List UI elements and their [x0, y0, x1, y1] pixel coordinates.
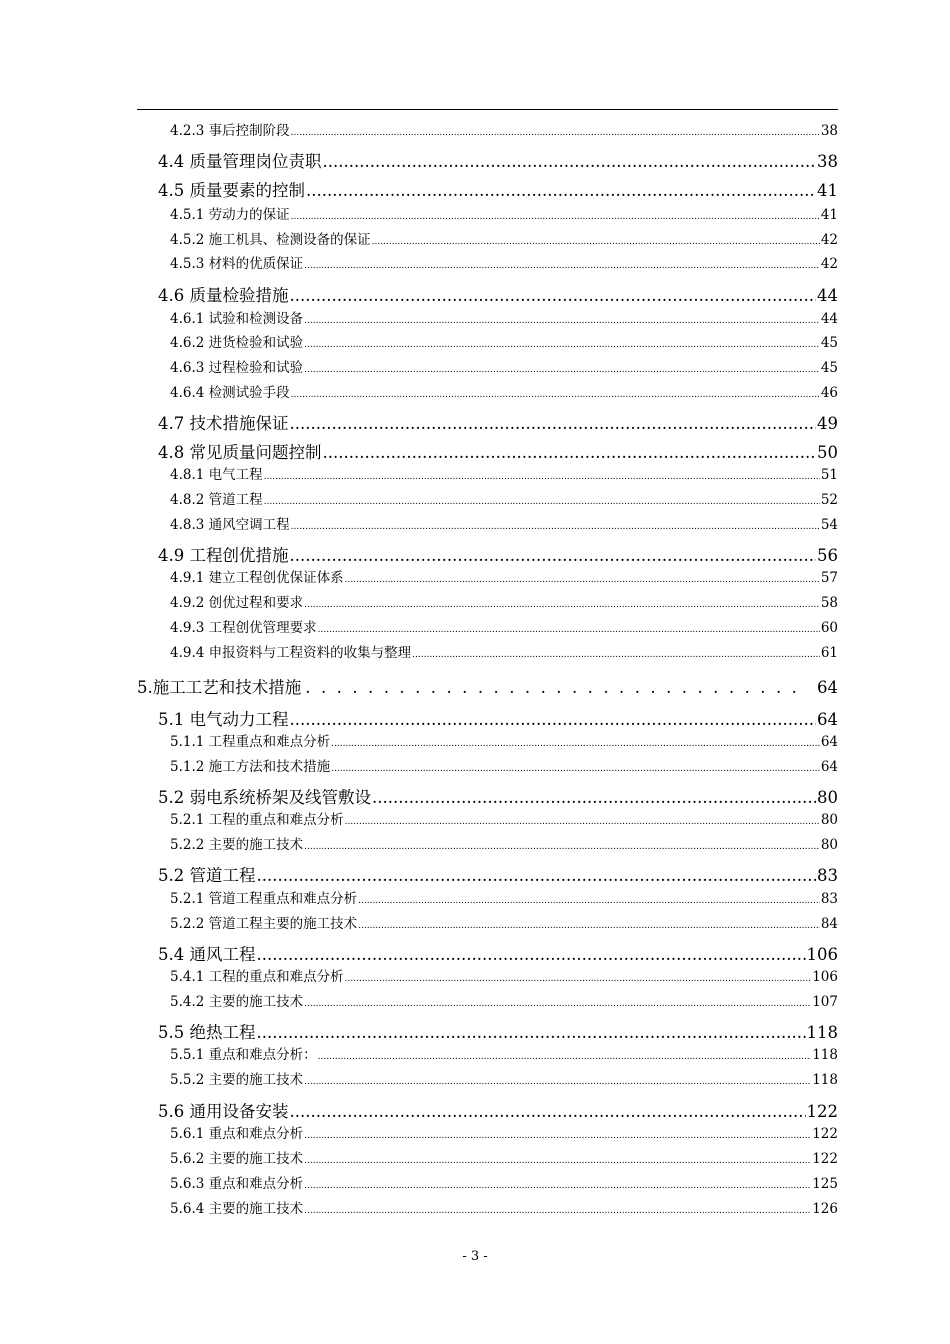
- toc-entry-page: 84: [820, 916, 838, 932]
- toc-entry-page: 64: [817, 678, 838, 697]
- toc-entry[interactable]: [158, 1098, 838, 1122]
- toc-entry-title: 4.6.2 进货检验和试验: [170, 335, 304, 351]
- toc-leader-dots: [290, 546, 817, 565]
- toc-entry-title: 4.6.3 过程检验和试验: [170, 360, 304, 376]
- toc-entry[interactable]: [158, 706, 838, 730]
- toc-entry[interactable]: [170, 488, 838, 508]
- toc-entry-page: 42: [820, 256, 838, 272]
- toc-entry-page: 80: [817, 788, 838, 807]
- toc-leader-dots: [372, 788, 816, 807]
- toc-entry-page: 107: [812, 994, 838, 1010]
- toc-entry-page: 80: [820, 837, 838, 853]
- toc-leader-dots: [290, 414, 817, 433]
- toc-entry-title: 5.1 电气动力工程: [158, 710, 289, 729]
- toc-entry-title: 5.2 管道工程: [158, 866, 256, 885]
- toc-entry-page: 46: [820, 385, 838, 401]
- toc-entry[interactable]: [170, 990, 838, 1010]
- toc-entry-title: 4.9.4 申报资料与工程资料的收集与整理: [170, 645, 412, 661]
- toc-entry-page: 64: [817, 710, 838, 729]
- toc-entry-page: 57: [820, 570, 838, 586]
- toc-entry-title: 5.6.1 重点和难点分析: [170, 1126, 304, 1142]
- toc-entry[interactable]: [170, 1122, 838, 1142]
- toc-entry-title: 4.5.2 施工机具、检测设备的保证: [170, 232, 371, 248]
- toc-entry-page: 58: [820, 595, 838, 611]
- toc-leader-dots: [257, 945, 806, 964]
- toc-entry-title: 4.8.3 通风空调工程: [170, 517, 290, 533]
- toc-entry[interactable]: [158, 862, 838, 886]
- toc-entry-title: 4.4 质量管理岗位责职: [158, 152, 322, 171]
- toc-leader-dots: [304, 261, 820, 271]
- toc-entry-page: 42: [820, 232, 838, 248]
- toc-leader-dots: [318, 625, 820, 635]
- toc-entry-page: 56: [817, 546, 838, 565]
- toc-entry[interactable]: [170, 965, 838, 985]
- toc-entry-page: 41: [817, 181, 838, 200]
- header-rule: [137, 109, 838, 110]
- toc-leader-dots: [291, 128, 820, 138]
- toc-entry-title: 5.6 通用设备安装: [158, 1102, 289, 1121]
- toc-leader-dots: [304, 999, 811, 1009]
- toc-leader-dots: [304, 600, 820, 610]
- toc-entry[interactable]: [170, 203, 838, 223]
- toc-entry[interactable]: [170, 730, 838, 750]
- toc-entry[interactable]: [158, 542, 838, 566]
- toc-entry[interactable]: [170, 616, 838, 636]
- toc-entry-page: 122: [806, 1102, 838, 1121]
- toc-leader-dots: [304, 316, 820, 326]
- toc-entry-page: 106: [806, 945, 838, 964]
- toc-entry-page: 41: [820, 207, 838, 223]
- toc-entry[interactable]: [170, 119, 838, 139]
- toc-entry-title: 5.4.1 工程的重点和难点分析: [170, 969, 344, 985]
- toc-entry-page: 80: [820, 812, 838, 828]
- toc-entry-title: 5.4.2 主要的施工技术: [170, 994, 304, 1010]
- toc-leader-dots: [345, 575, 820, 585]
- toc-entry-page: 118: [812, 1047, 838, 1063]
- toc-entry-title: 4.8.1 电气工程: [170, 467, 263, 483]
- toc-leader-dots: [305, 678, 803, 697]
- toc-leader-dots: [304, 1131, 811, 1141]
- toc-entry[interactable]: [170, 252, 838, 272]
- toc-entry-title: 5.6.4 主要的施工技术: [170, 1201, 304, 1217]
- toc-entry[interactable]: [170, 307, 838, 327]
- toc-entry[interactable]: [170, 887, 838, 907]
- toc-entry-title: 5.6.3 重点和难点分析: [170, 1176, 304, 1192]
- toc-entry-title: 5.1.2 施工方法和技术措施: [170, 759, 331, 775]
- toc-entry-title: 4.5 质量要素的控制: [158, 181, 305, 200]
- toc-entry[interactable]: [170, 1043, 838, 1063]
- toc-entry-page: 50: [817, 443, 838, 462]
- toc-entry-page: 52: [820, 492, 838, 508]
- toc-entry[interactable]: [137, 674, 838, 698]
- toc-entry-page: 122: [812, 1126, 838, 1142]
- toc-entry[interactable]: [158, 941, 838, 965]
- toc-entry[interactable]: [170, 808, 838, 828]
- toc-entry[interactable]: [170, 566, 838, 586]
- toc-leader-dots: [323, 152, 817, 171]
- toc-entry-page: 38: [817, 152, 838, 171]
- toc-leader-dots: [331, 764, 820, 774]
- toc-leader-dots: [304, 1206, 811, 1216]
- toc-entry-title: 5.2.1 工程的重点和难点分析: [170, 812, 344, 828]
- toc-leader-dots: [257, 866, 817, 885]
- toc-entry[interactable]: [170, 755, 838, 775]
- toc-leader-dots: [318, 1052, 812, 1062]
- toc-entry[interactable]: [170, 1172, 838, 1192]
- toc-entry[interactable]: [158, 177, 838, 201]
- toc-entry[interactable]: [170, 228, 838, 248]
- toc-leader-dots: [306, 181, 816, 200]
- toc-entry-page: 44: [820, 311, 838, 327]
- toc-entry-title: 4.7 技术措施保证: [158, 414, 289, 433]
- toc-entry-page: 49: [817, 414, 838, 433]
- toc-entry[interactable]: [158, 1019, 838, 1043]
- toc-entry-page: 64: [820, 759, 838, 775]
- toc-leader-dots: [323, 443, 817, 462]
- toc-entry[interactable]: [170, 381, 838, 401]
- toc-leader-dots: [304, 1181, 811, 1191]
- toc-entry[interactable]: [158, 282, 838, 306]
- toc-entry-title: 4.6 质量检验措施: [158, 286, 289, 305]
- toc-entry-page: 126: [812, 1201, 838, 1217]
- toc-leader-dots: [345, 817, 820, 827]
- toc-entry-title: 4.5.3 材料的优质保证: [170, 256, 304, 272]
- toc-entry[interactable]: [170, 833, 838, 853]
- toc-entry-page: 60: [820, 620, 838, 636]
- toc-entry-page: 83: [820, 891, 838, 907]
- toc-entry[interactable]: [170, 912, 838, 932]
- toc-entry[interactable]: [158, 439, 838, 463]
- toc-entry-page: 125: [812, 1176, 838, 1192]
- toc-entry-page: 38: [820, 123, 838, 139]
- toc-entry[interactable]: [170, 641, 838, 661]
- toc-leader-dots: [358, 921, 820, 931]
- toc-entry[interactable]: [158, 784, 838, 808]
- toc-entry-title: 4.6.4 检测试验手段: [170, 385, 290, 401]
- toc-entry-title: 5.2.2 主要的施工技术: [170, 837, 304, 853]
- toc-leader-dots: [412, 650, 820, 660]
- toc-entry-title: 5.5.1 重点和难点分析：: [170, 1047, 317, 1063]
- toc-entry-title: 5.4 通风工程: [158, 945, 256, 964]
- toc-leader-dots: [257, 1023, 806, 1042]
- toc-leader-dots: [290, 286, 817, 305]
- toc-leader-dots: [291, 390, 820, 400]
- toc-entry[interactable]: [170, 1147, 838, 1167]
- toc-entry[interactable]: [170, 331, 838, 351]
- toc-entry[interactable]: [170, 1068, 838, 1088]
- toc-entry[interactable]: [170, 356, 838, 376]
- toc-entry-title: 5.5 绝热工程: [158, 1023, 256, 1042]
- toc-entry-title: 5.2.2 管道工程主要的施工技术: [170, 916, 358, 932]
- toc-leader-dots: [331, 739, 820, 749]
- toc-entry-page: 118: [806, 1023, 838, 1042]
- toc-entry-title: 4.6.1 试验和检测设备: [170, 311, 304, 327]
- toc-entry-page: 64: [820, 734, 838, 750]
- page-number: - 3 -: [462, 1249, 488, 1264]
- toc-entry[interactable]: [170, 1197, 838, 1217]
- toc-leader-dots: [290, 1102, 806, 1121]
- toc-entry-page: 122: [812, 1151, 838, 1167]
- toc-entry-title: 5.1.1 工程重点和难点分析: [170, 734, 331, 750]
- toc-entry-title: 4.2.3 事后控制阶段: [170, 123, 290, 139]
- toc-entry-page: 61: [820, 645, 838, 661]
- toc-entry-page: 83: [817, 866, 838, 885]
- toc-entry-page: 45: [820, 360, 838, 376]
- toc-leader-dots: [291, 522, 820, 532]
- toc-entry-title: 5.2.1 管道工程重点和难点分析: [170, 891, 358, 907]
- toc-entry-title: 4.9.3 工程创优管理要求: [170, 620, 317, 636]
- toc-entry-title: 5.施工工艺和技术措施: [137, 678, 302, 697]
- toc-entry-page: 54: [820, 517, 838, 533]
- toc-entry-page: 118: [812, 1072, 838, 1088]
- toc-entry-title: 4.5.1 劳动力的保证: [170, 207, 290, 223]
- toc-entry[interactable]: [170, 463, 838, 483]
- toc-entry-page: 44: [817, 286, 838, 305]
- toc-leader-dots: [345, 974, 812, 984]
- toc-entry-title: 5.6.2 主要的施工技术: [170, 1151, 304, 1167]
- toc-leader-dots: [304, 1156, 811, 1166]
- toc-leader-dots: [304, 365, 820, 375]
- toc-leader-dots: [304, 340, 820, 350]
- toc-entry-title: 4.8.2 管道工程: [170, 492, 263, 508]
- toc-entry-page: 45: [820, 335, 838, 351]
- toc-leader-dots: [304, 1077, 811, 1087]
- toc-entry-title: 4.9.2 创优过程和要求: [170, 595, 304, 611]
- toc-entry-title: 5.5.2 主要的施工技术: [170, 1072, 304, 1088]
- toc-entry[interactable]: [170, 513, 838, 533]
- toc-entry[interactable]: [170, 591, 838, 611]
- toc-entry-title: 4.9 工程创优措施: [158, 546, 289, 565]
- toc-leader-dots: [372, 237, 820, 247]
- toc-leader-dots: [304, 842, 820, 852]
- toc-entry-page: 106: [812, 969, 838, 985]
- toc-leader-dots: [358, 896, 820, 906]
- toc-leader-dots: [290, 710, 817, 729]
- toc-leader-dots: [264, 472, 820, 482]
- toc-leader-dots: [291, 212, 820, 222]
- toc-entry[interactable]: [158, 148, 838, 172]
- toc-entry-title: 4.9.1 建立工程创优保证体系: [170, 570, 344, 586]
- toc-entry[interactable]: [158, 410, 838, 434]
- toc-entry-title: 5.2 弱电系统桥架及线管敷设: [158, 788, 371, 807]
- toc-entry-page: 51: [820, 467, 838, 483]
- toc-leader-dots: [264, 497, 820, 507]
- toc-entry-title: 4.8 常见质量问题控制: [158, 443, 322, 462]
